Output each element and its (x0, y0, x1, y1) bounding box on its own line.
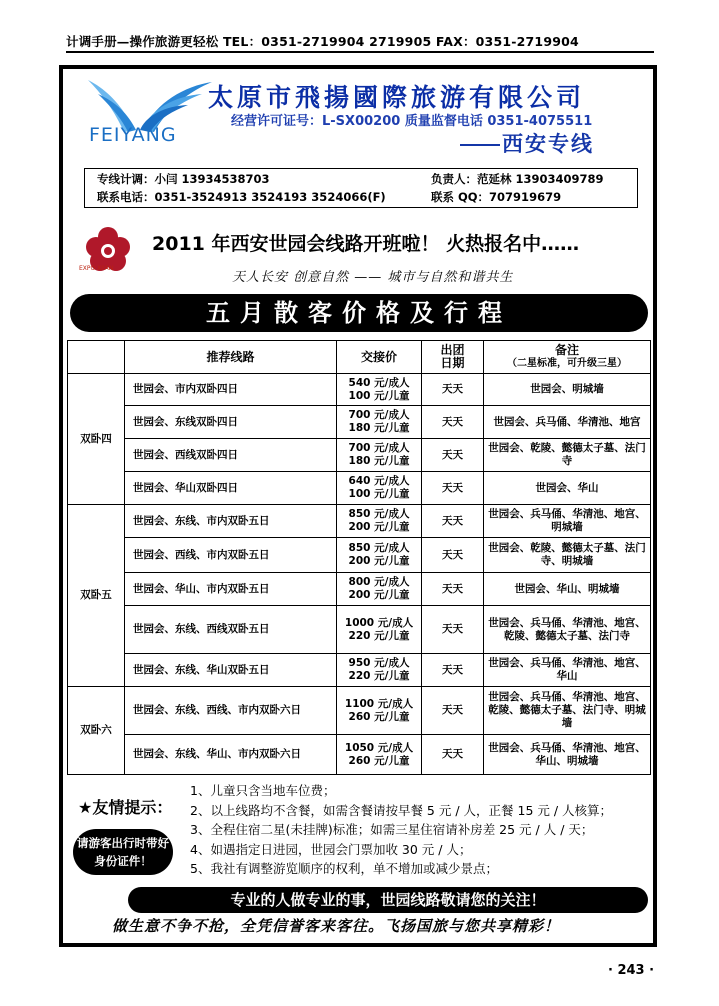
adult-price: 950 元/成人 (348, 657, 410, 669)
departure-date: 天天 (422, 573, 484, 606)
logo-wordmark: FEIYANG (89, 124, 177, 146)
price-cell (337, 573, 422, 606)
adult-price: 800 元/成人 (348, 576, 410, 588)
group-name: 双卧四 (68, 374, 125, 505)
route-note: 世园会、华山 (484, 472, 651, 505)
special-line-title: 西安专线 (502, 131, 594, 156)
table-row (68, 439, 651, 472)
price-cell (337, 472, 422, 505)
table-body (68, 374, 651, 775)
route-note: 世园会、兵马俑、华清池、地宫、明城墙 (484, 505, 651, 538)
tips-list (190, 781, 612, 879)
table-row (68, 538, 651, 573)
price-cell (337, 654, 422, 687)
section-title-banner: 五月散客价格及行程 (70, 294, 648, 332)
promo-title: 2011 年西安世园会线路开班啦！ 火热报名中…… (152, 233, 580, 255)
child-price: 200 元/儿童 (348, 521, 410, 533)
tip-item: 3、全程住宿二星(未挂牌)标准；如需三星住宿请补房差 25 元 / 人 / 天； (190, 822, 594, 837)
departure-date: 天天 (422, 374, 484, 406)
tip-item: 1、儿童只含当地车位费； (190, 783, 336, 798)
header-departure-line1: 出团 (440, 343, 465, 357)
route-note: 世园会、乾陵、懿德太子墓、法门寺、明城墙 (484, 538, 651, 573)
route-note: 世园会、兵马俑、华清池、地宫、华山 (484, 654, 651, 687)
contact-phones: 联系电话：0351-3524913 3524193 3524066(F) (97, 190, 386, 204)
running-header: 计调手册—操作旅游更轻松 TEL：0351-2719904 2719905 FAX：0351-2719904 (66, 33, 654, 53)
price-cell (337, 505, 422, 538)
departure-date: 天天 (422, 687, 484, 735)
departure-date: 天天 (422, 472, 484, 505)
tips-label: ★友情提示： (78, 798, 173, 817)
feiyang-wing-logo-icon (84, 74, 214, 160)
departure-date: 天天 (422, 505, 484, 538)
table-row (68, 505, 651, 538)
route-name: 世园会、东线、华山双卧五日 (125, 654, 337, 687)
expo-slogan: 天人长安 创意自然 —— 城市与自然和谐共生 (232, 270, 514, 285)
price-table (67, 340, 651, 775)
license-line: 经营许可证号：L-SX00200 质量监督电话 0351-4075511 (231, 114, 593, 129)
header-note (484, 341, 651, 374)
price-cell (337, 735, 422, 775)
child-price: 200 元/儿童 (348, 555, 410, 567)
route-name: 世园会、市内双卧四日 (125, 374, 337, 406)
page-number: · 243 · (608, 963, 655, 978)
price-cell (337, 606, 422, 654)
price-cell (337, 538, 422, 573)
group-name: 双卧六 (68, 687, 125, 775)
route-name: 世园会、东线、市内双卧五日 (125, 505, 337, 538)
table-row (68, 654, 651, 687)
price-cell (337, 374, 422, 406)
route-name: 世园会、华山双卧四日 (125, 472, 337, 505)
price-cell (337, 687, 422, 735)
route-name: 世园会、西线双卧四日 (125, 439, 337, 472)
company-name: 太原市飛揚國際旅游有限公司 (208, 83, 586, 112)
expo-caption: EXPO XI'AN (79, 265, 114, 272)
price-cell (337, 439, 422, 472)
child-price: 260 元/儿童 (348, 754, 410, 767)
special-line-dash (460, 144, 500, 146)
route-note: 世园会、华山、明城墙 (484, 573, 651, 606)
adult-price: 1100 元/成人 (344, 697, 414, 710)
adult-price: 850 元/成人 (348, 542, 410, 554)
route-note: 世园会、兵马俑、华清池、地宫、乾陵、懿德太子墓、法门寺 (484, 606, 651, 654)
table-row (68, 406, 651, 439)
child-price: 180 元/儿童 (348, 455, 410, 467)
child-price: 220 元/儿童 (348, 670, 410, 682)
header-departure-line2: 日期 (440, 356, 465, 370)
departure-date: 天天 (422, 406, 484, 439)
table-row (68, 573, 651, 606)
adult-price: 700 元/成人 (348, 442, 410, 454)
table-row (68, 735, 651, 775)
table-row (68, 374, 651, 406)
footer-banner: 专业的人做专业的事，世园线路敬请您的关注！ (128, 887, 648, 913)
table-row (68, 606, 651, 654)
departure-date: 天天 (422, 654, 484, 687)
child-price: 220 元/儿童 (348, 629, 410, 642)
table-row (68, 687, 651, 735)
route-note: 世园会、明城墙 (484, 374, 651, 406)
adult-price: 700 元/成人 (348, 409, 410, 421)
route-name: 世园会、东线双卧四日 (125, 406, 337, 439)
departure-date: 天天 (422, 735, 484, 775)
header-note-line1: 备注 (554, 343, 579, 357)
price-cell (337, 406, 422, 439)
child-price: 260 元/儿童 (348, 710, 410, 723)
route-note: 世园会、兵马俑、华清池、地宫、乾陵、懿德太子墓、法门寺、明城墙 (484, 687, 651, 735)
route-name: 世园会、东线、西线、市内双卧六日 (125, 687, 337, 735)
table-row (68, 472, 651, 505)
group-name: 双卧五 (68, 505, 125, 687)
footer-slogan: 做生意不争不抢，全凭信誉客来客往。飞扬国旅与您共享精彩！ (112, 917, 561, 935)
route-note: 世园会、乾陵、懿德太子墓、法门寺 (484, 439, 651, 472)
tip-item: 2、以上线路均不含餐，如需含餐请按早餐 5 元 / 人，正餐 15 元 / 人核算； (190, 802, 613, 818)
header-route: 推荐线路 (125, 341, 337, 374)
departure-date: 天天 (422, 439, 484, 472)
route-note: 世园会、兵马俑、华清池、地宫 (484, 406, 651, 439)
id-reminder-pill: 请游客出行时带好身份证件！ (73, 829, 173, 875)
table-header-row (68, 341, 651, 374)
adult-price: 540 元/成人 (348, 376, 410, 389)
adult-price: 850 元/成人 (348, 508, 410, 520)
adult-price: 1000 元/成人 (344, 616, 414, 629)
header-departure (422, 341, 484, 374)
child-price: 100 元/儿童 (348, 488, 410, 500)
contact-qq: 联系 QQ：707919679 (431, 190, 562, 204)
header-group (68, 341, 125, 374)
tip-item: 5、我社有调整游览顺序的权利，单不增加或减少景点； (190, 861, 498, 876)
child-price: 200 元/儿童 (348, 589, 410, 601)
route-note: 世园会、兵马俑、华清池、地宫、华山、明城墙 (484, 735, 651, 775)
departure-date: 天天 (422, 606, 484, 654)
adult-price: 640 元/成人 (348, 475, 410, 487)
contact-dispatcher: 专线计调：小闫 13934538703 (97, 172, 270, 186)
child-price: 100 元/儿童 (348, 389, 410, 402)
route-name: 世园会、西线、市内双卧五日 (125, 538, 337, 573)
route-name: 世园会、东线、西线双卧五日 (125, 606, 337, 654)
route-name: 世园会、华山、市内双卧五日 (125, 573, 337, 606)
contact-manager: 负责人：范延林 13903409789 (431, 172, 604, 186)
adult-price: 1050 元/成人 (344, 741, 414, 754)
header-price: 交接价 (337, 341, 422, 374)
child-price: 180 元/儿童 (348, 422, 410, 434)
contact-box (84, 168, 638, 208)
header-note-line2: （二星标准，可升级三星） (507, 358, 627, 369)
departure-date: 天天 (422, 538, 484, 573)
route-name: 世园会、东线、华山、市内双卧六日 (125, 735, 337, 775)
tip-item: 4、如遇指定日进园，世园会门票加收 30 元 / 人； (190, 841, 472, 857)
